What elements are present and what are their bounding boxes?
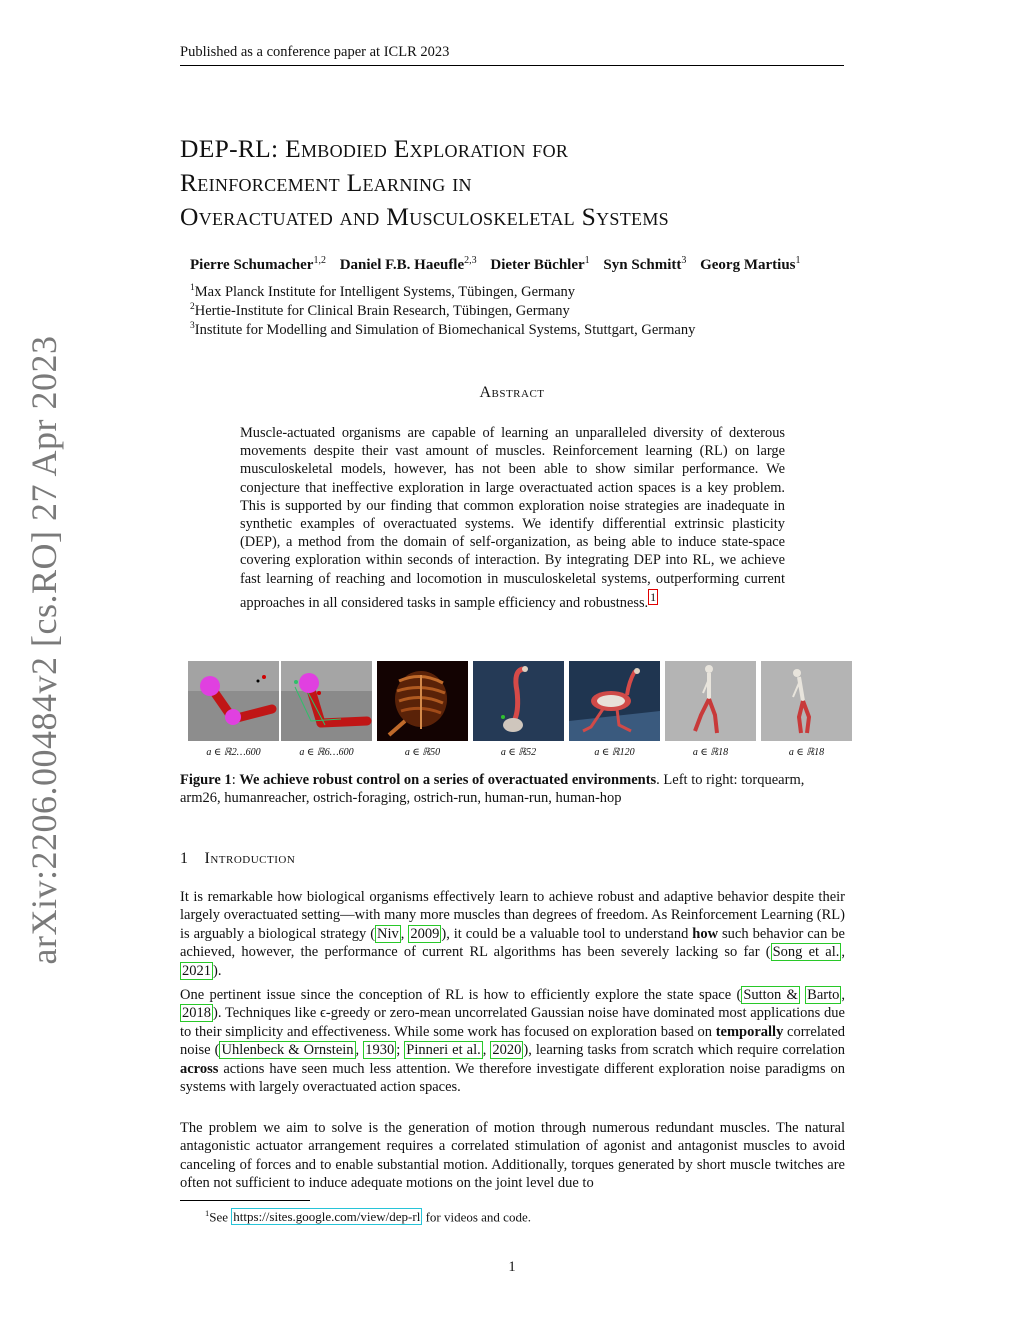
project-url-link[interactable]: https://sites.google.com/view/dep-rl xyxy=(233,1209,421,1225)
figure-panel-arm26 xyxy=(281,661,372,741)
author: Daniel F.B. Haeufle$^{2,3}$ xyxy=(339,255,477,273)
figure-caption: Figure 1: We achieve robust control on a series of overactuated environments. Left to right: torquearm, arm26, humanreacher, ostrich-foraging, ostrich-run, human-run, human-hop xyxy=(180,772,805,806)
section-heading: 1 Introduction xyxy=(180,850,296,867)
author: Georg Martius$^1$ xyxy=(700,255,801,273)
author: Dieter Büchler$^1$ xyxy=(490,255,590,273)
arxiv-stamp: arXiv:2206.00484v2 [cs.RO] 27 Apr 2023 xyxy=(24,335,64,965)
paragraph: The problem we aim to solve is the generation of motion through numerous redundant muscles. The natural antagonistic actuator arrangement requires a correlated stimulation of agonist and antagonist muscles to avoid canceling of forces and to enable substantial motion. Additionally, torques generated by short muscle twitches are often not sufficient to induce adequate motions on the joint level due to xyxy=(180,1120,845,1192)
figure-panel-ostrich-run xyxy=(569,661,660,741)
footnote-link[interactable]: 1 xyxy=(650,589,657,604)
citation-link[interactable]: 1930 xyxy=(365,1042,395,1059)
figure-1 xyxy=(188,661,836,741)
footnote-divider xyxy=(180,1200,310,1201)
figure-panel-human-run xyxy=(665,661,756,741)
paper-title xyxy=(180,132,860,234)
paragraph: It is remarkable how biological organisms effectively learn to achieve robust and adaptive behavior despite their largely overactuated setting—with many more muscles than degrees of freedom. As Reinforcement Learning (RL) is arguably a biological strategy ( Niv , 2009 ), it could be a valuable tool to understand how such behavior can be achieved, however, the performance of current RL algorithms has been severely lacking so far ( Song et al. , 2021 ). xyxy=(180,889,845,979)
figure-panel-ostrich-foraging xyxy=(473,661,564,741)
author: Pierre Schumacher$^{1,2}$ xyxy=(190,255,326,273)
panel-label: a ∈ ℝ50 xyxy=(404,747,441,758)
figure-panel-human-hop xyxy=(761,661,852,741)
citation-link[interactable]: Pinneri et al. xyxy=(406,1042,481,1059)
footnote: $^1$See https://sites.google.com/view/dep-rl for videos and code. xyxy=(205,1208,531,1225)
panel-label: a ∈ ℝ18 xyxy=(788,747,825,758)
citation-link[interactable]: Niv xyxy=(377,925,399,942)
panel-label: a ∈ ℝ52 xyxy=(500,747,537,758)
abstract-heading: Abstract xyxy=(479,384,545,401)
citation-link[interactable]: Barto xyxy=(807,987,840,1003)
citation-link[interactable]: 2009 xyxy=(410,925,440,942)
citation-link[interactable]: 2021 xyxy=(182,962,211,979)
panel-label: a ∈ ℝ2…600 xyxy=(206,747,261,758)
author-list xyxy=(190,255,811,274)
affiliation: $^2$Hertie-Institute for Clinical Brain Research, Tübingen, Germany xyxy=(190,302,570,319)
running-header: Published as a conference paper at ICLR 2023 xyxy=(180,44,844,66)
affiliation: $^1$Max Planck Institute for Intelligent Systems, Tübingen, Germany xyxy=(190,283,576,300)
panel-label: a ∈ ℝ120 xyxy=(594,747,635,758)
citation-link[interactable]: 2020 xyxy=(492,1042,522,1059)
panel-label: a ∈ ℝ18 xyxy=(692,747,729,758)
paragraph: One pertinent issue since the conception of RL is how to efficiently explore the state space ( Sutton & Barto , 2018 ). Techniques like ϵ-greedy or zero-mean uncorrelated Gaussian noise have dominated most applications due to their simplicity and effectiveness. While some work has focused on exploration based on temporally correlated noise ( Uhlenbeck & Ornstein , 1930 ; Pinneri et al. , 2020 ), learning tasks from scratch which require correlation across actions have seen much less attention. We therefore investigate different exploration noise paradigms on systems with largely overactuated action spaces. xyxy=(180,987,846,1096)
title-line-1: DEP-RL: Embodied Exploration for xyxy=(180,134,569,163)
citation-link[interactable]: 2018 xyxy=(182,1005,211,1022)
author: Syn Schmitt$^3$ xyxy=(603,255,687,273)
abstract-text: Muscle-actuated organisms are capable of learning an unparalleled diversity of dexterous movements despite their vast amount of muscles. Reinforcement learning (RL) on large musculoskeletal models, however, has not been able to show similar performance. We conjecture that ineffective exploration in large overactuated action spaces is a key problem. This is supported by our finding that common exploration noise strategies are inadequate in synthetic examples of overactuated systems. We identify differential extrinsic plasticity (DEP), a method from the domain of self-organization, as being able to induce state-space covering exploration within seconds of interaction. By integrating DEP into RL, we achieve fast learning of reaching and locomotion in musculoskeletal systems, outperforming current approaches in all considered tasks in sample efficiency and robustness. $^1$ xyxy=(240,425,785,611)
citation-link[interactable]: Sutton & xyxy=(743,987,798,1003)
figure-panel-humanreacher xyxy=(377,661,468,741)
affiliation: $^3$Institute for Modelling and Simulation of Biomechanical Systems, Stuttgart, Germany xyxy=(190,321,696,338)
title-line-3: Overactuated and Musculoskeletal Systems xyxy=(180,202,669,231)
citation-link[interactable]: Uhlenbeck & Ornstein xyxy=(221,1042,354,1059)
citation-link[interactable]: Song et al. xyxy=(772,944,840,961)
panel-label: a ∈ ℝ6…600 xyxy=(299,747,354,758)
page-number: 1 xyxy=(508,1259,516,1275)
figure-panel-torquearm xyxy=(188,661,279,741)
title-line-2: Reinforcement Learning in xyxy=(180,168,472,197)
